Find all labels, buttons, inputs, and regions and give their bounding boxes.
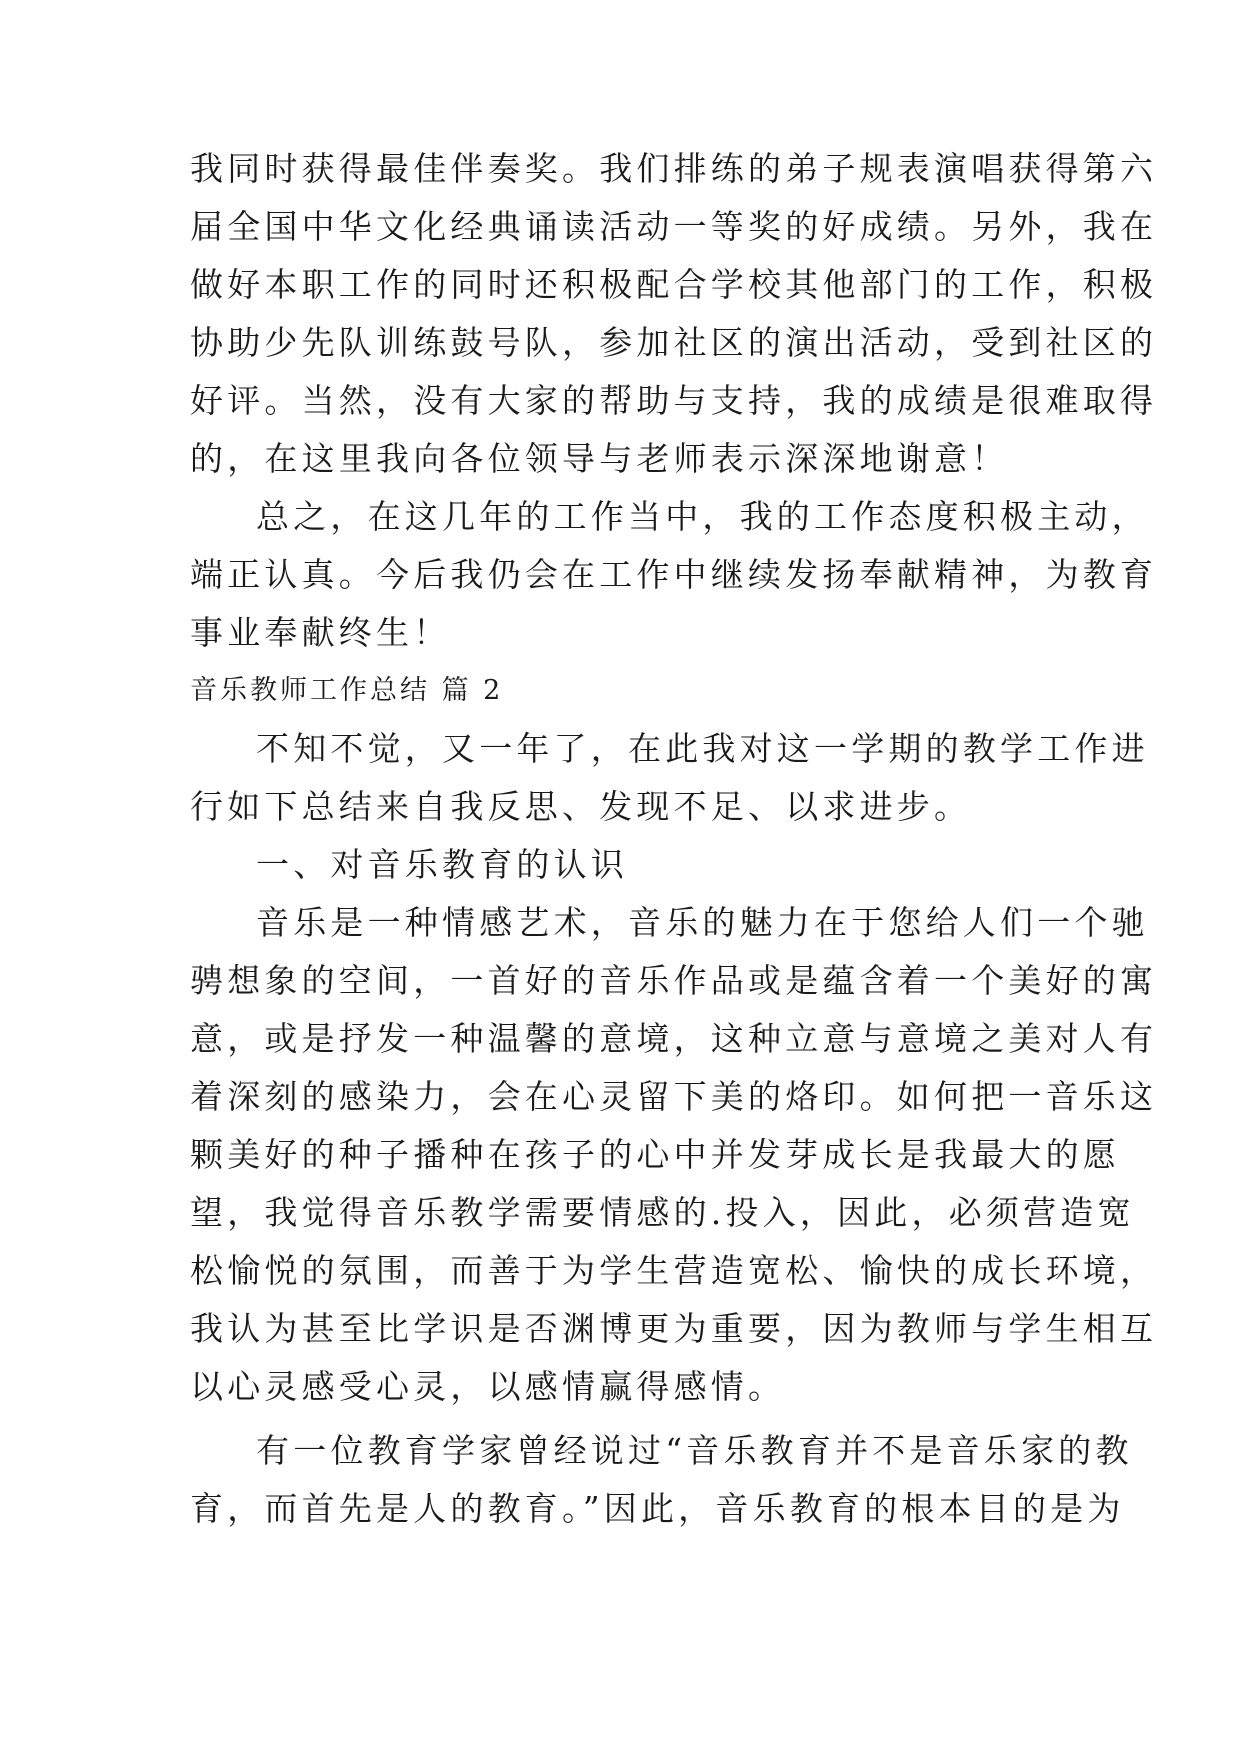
document-page	[190, 140, 1158, 1538]
text-line: 好评。当然，没有大家的帮助与支持，我的成绩是很难取得	[190, 381, 1158, 420]
text-line: 我认为甚至比学识是否渊博更为重要，因为教师与学生相互	[190, 1309, 1158, 1348]
text-line: 育，而首先是人的教育。”因此，音乐教育的根本目的是为	[190, 1489, 1125, 1528]
text-line: 我同时获得最佳伴奏奖。我们排练的弟子规表演唱获得第六	[190, 149, 1158, 188]
text-line: 总之，在这几年的工作当中，我的工作态度积极主动，	[256, 497, 1149, 536]
text-line: 事业奉献终生！	[190, 613, 451, 652]
paragraph-intro	[190, 720, 1149, 836]
text-line: 不知不觉，又一年了，在此我对这一学期的教学工作进	[256, 729, 1149, 768]
text-line: 做好本职工作的同时还积极配合学校其他部门的工作，积极	[190, 265, 1158, 304]
paragraph-music-emotion	[190, 894, 1158, 1416]
text-line: 有一位教育学家曾经说过“音乐教育并不是音乐家的教	[256, 1431, 1133, 1470]
text-line: 以心灵感受心灵，以感情赢得感情。	[190, 1367, 786, 1406]
text-line: 望，我觉得音乐教学需要情感的.投入，因此，必须营造宽	[190, 1193, 1135, 1232]
text-line: 行如下总结来自我反思、发现不足、以求进步。	[190, 787, 972, 826]
text-line: 音乐是一种情感艺术，音乐的魅力在于您给人们一个驰	[256, 903, 1149, 942]
paragraph-awards	[190, 140, 1158, 488]
paragraph-conclusion	[190, 488, 1158, 662]
text-line: 骋想象的空间，一首好的音乐作品或是蕴含着一个美好的寓	[190, 961, 1158, 1000]
subheading: 一、对音乐教育的认识	[256, 845, 628, 884]
text-line: 颗美好的种子播种在孩子的心中并发芽成长是我最大的愿	[190, 1135, 1120, 1174]
text-line: 协助少先队训练鼓号队，参加社区的演出活动，受到社区的	[190, 323, 1158, 362]
text-line: 端正认真。今后我仍会在工作中继续发扬奉献精神，为教育	[190, 555, 1158, 594]
text-line: 松愉悦的氛围，而善于为学生营造宽松、愉快的成长环境，	[190, 1251, 1158, 1290]
text-line: 着深刻的感染力，会在心灵留下美的烙印。如何把一音乐这	[190, 1077, 1158, 1116]
text-line: 的，在这里我向各位领导与老师表示深深地谢意！	[190, 439, 1009, 478]
text-line: 届全国中华文化经典诵读活动一等奖的好成绩。另外，我在	[190, 207, 1158, 246]
paragraph-educator-quote	[190, 1422, 1133, 1538]
text-line: 意，或是抒发一种温馨的意境，这种立意与意境之美对人有	[190, 1019, 1158, 1058]
section-title: 音乐教师工作总结 篇 2	[190, 675, 504, 706]
